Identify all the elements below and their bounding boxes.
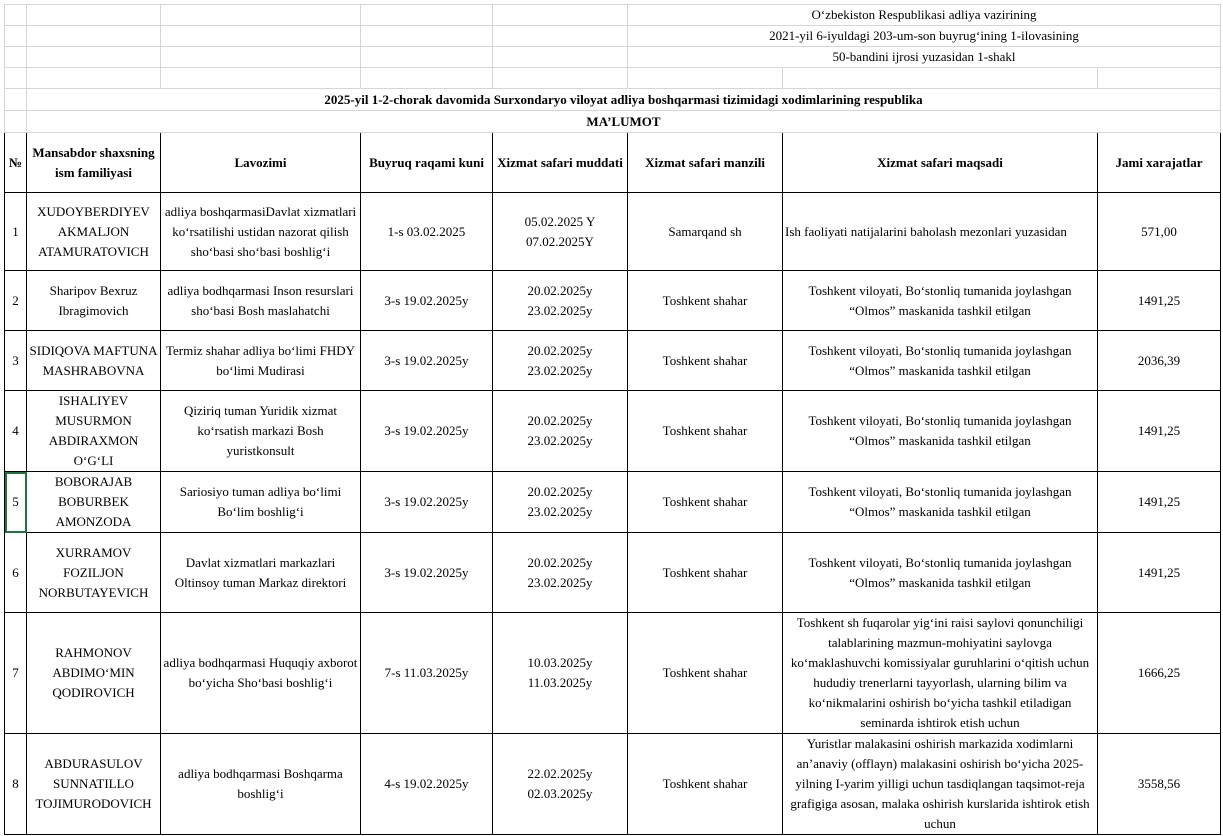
header-duration[interactable]: Xizmat safari muddati [493,133,628,193]
row-purpose[interactable]: Toshkent viloyati, Bo‘stonliq tumanida joylashgan “Olmos” maskanida tashkil etilgan [783,533,1098,613]
cell[interactable] [161,47,361,68]
row-duration[interactable]: 20.02.2025y 23.02.2025y [493,533,628,613]
report-table [4,4,1221,835]
cell[interactable] [5,26,27,47]
row-number[interactable]: 2 [5,271,27,331]
header-purpose[interactable]: Xizmat safari maqsadi [783,133,1098,193]
table-row [5,271,1221,331]
header-name[interactable]: Mansabdor shaxsning ism familiyasi [27,133,161,193]
row-total[interactable]: 571,00 [1098,193,1221,271]
table-row [5,193,1221,271]
row-name[interactable]: ISHALIYEV MUSURMON ABDIRAXMON O‘G‘LI [27,391,161,472]
row-place[interactable]: Toshkent shahar [628,271,783,331]
table-row [5,533,1221,613]
header-position[interactable]: Lavozimi [161,133,361,193]
row-name[interactable]: BOBORAJAB BOBURBEK AMONZODA [27,472,161,533]
row-place[interactable]: Toshkent shahar [628,472,783,533]
cell[interactable] [493,68,628,89]
cell[interactable] [27,26,161,47]
row-order[interactable]: 4-s 19.02.2025y [361,734,493,835]
row-total[interactable]: 1491,25 [1098,533,1221,613]
table-row [5,391,1221,472]
row-order[interactable]: 3-s 19.02.2025y [361,331,493,391]
row-duration[interactable]: 10.03.2025y 11.03.2025y [493,613,628,734]
row-total[interactable]: 1491,25 [1098,391,1221,472]
cell[interactable] [27,68,161,89]
header-order[interactable]: Buyruq raqami kuni [361,133,493,193]
table-row [5,472,1221,533]
cell[interactable] [27,5,161,26]
row-order[interactable]: 7-s 11.03.2025y [361,613,493,734]
row-number[interactable]: 4 [5,391,27,472]
row-purpose[interactable]: Toshkent viloyati, Bo‘stonliq tumanida joylashgan “Olmos” maskanida tashkil etilgan [783,271,1098,331]
row-name[interactable]: Sharipov Bexruz Ibragimovich [27,271,161,331]
row-total[interactable]: 1491,25 [1098,472,1221,533]
cell[interactable] [161,68,361,89]
cell[interactable] [783,68,1098,89]
cell[interactable] [493,5,628,26]
cell[interactable] [628,68,783,89]
cell[interactable] [1098,68,1221,89]
order-note-line3[interactable]: 50-bandini ijrosi yuzasidan 1-shakl [628,47,1221,68]
cell[interactable] [5,5,27,26]
row-position[interactable]: adliya bodhqarmasi Boshqarma boshlig‘i [161,734,361,835]
row-name[interactable]: XURRAMOV FOZILJON NORBUTAYEVICH [27,533,161,613]
cell[interactable] [5,68,27,89]
row-order[interactable]: 3-s 19.02.2025y [361,271,493,331]
row-purpose[interactable]: Toshkent viloyati, Bo‘stonliq tumanida joylashgan “Olmos” maskanida tashkil etilgan [783,472,1098,533]
row-duration[interactable]: 05.02.2025 Y 07.02.2025Y [493,193,628,271]
row-number[interactable]: 7 [5,613,27,734]
cell[interactable] [161,5,361,26]
header-total[interactable]: Jami xarajatlar [1098,133,1221,193]
report-subtitle[interactable]: MA’LUMOT [27,111,1221,133]
row-number[interactable]: 1 [5,193,27,271]
row-order[interactable]: 3-s 19.02.2025y [361,472,493,533]
cell[interactable] [5,47,27,68]
row-place[interactable]: Toshkent shahar [628,613,783,734]
row-order[interactable]: 3-s 19.02.2025y [361,533,493,613]
table-row [5,734,1221,835]
row-total[interactable]: 1491,25 [1098,271,1221,331]
row-duration[interactable]: 20.02.2025y 23.02.2025y [493,331,628,391]
table-row [5,331,1221,391]
row-number[interactable]: 6 [5,533,27,613]
row-position[interactable]: Termiz shahar adliya bo‘limi FHDY bo‘limi Mudirasi [161,331,361,391]
row-total[interactable]: 3558,56 [1098,734,1221,835]
row-order[interactable]: 3-s 19.02.2025y [361,391,493,472]
order-note-line2[interactable]: 2021-yil 6-iyuldagi 203-um-son buyrug‘ining 1-ilovasining [628,26,1221,47]
row-duration[interactable]: 20.02.2025y 23.02.2025y [493,391,628,472]
table-row [5,613,1221,734]
row-duration[interactable]: 20.02.2025y 23.02.2025y [493,472,628,533]
row-number[interactable]: 8 [5,734,27,835]
header-num[interactable]: № [5,133,27,193]
row-position[interactable]: adliya bodhqarmasi Huquqiy axborot bo‘yicha Sho‘basi boshlig‘i [161,613,361,734]
row-duration[interactable]: 22.02.2025y 02.03.2025y [493,734,628,835]
cell[interactable] [361,26,493,47]
row-number[interactable]: 3 [5,331,27,391]
cell[interactable] [361,47,493,68]
row-name[interactable]: RAHMONOV ABDIMO‘MIN QODIROVICH [27,613,161,734]
row-position[interactable]: Davlat xizmatlari markazlari Oltinsoy tuman Markaz direktori [161,533,361,613]
row-purpose[interactable]: Yuristlar malakasini oshirish markazida xodimlarni an’anaviy (offlayn) malakasini oshirish bo‘yicha 2025-yilning I-yarim yilligi uchun tasdiqlangan taqsimot-reja grafigiga asosan, malaka oshirish kurslarida ishtirok etish uchun [783,734,1098,835]
row-purpose[interactable]: Ish faoliyati natijalarini baholash mezonlari yuzasidan [783,193,1098,271]
row-position[interactable]: Qiziriq tuman Yuridik xizmat ko‘rsatish markazi Bosh yuristkonsult [161,391,361,472]
cell[interactable] [361,68,493,89]
row-total[interactable]: 1666,25 [1098,613,1221,734]
cell[interactable] [5,111,27,133]
order-note-line1[interactable]: O‘zbekiston Respublikasi adliya vazirining [628,5,1221,26]
row-name[interactable]: SIDIQOVA MAFTUNA MASHRABOVNA [27,331,161,391]
row-order[interactable]: 1-s 03.02.2025 [361,193,493,271]
header-place[interactable]: Xizmat safari manzili [628,133,783,193]
row-purpose[interactable]: Toshkent viloyati, Bo‘stonliq tumanida joylashgan “Olmos” maskanida tashkil etilgan [783,331,1098,391]
row-total[interactable]: 2036,39 [1098,331,1221,391]
row-place[interactable]: Toshkent shahar [628,391,783,472]
row-number[interactable]: 5 [5,472,27,533]
report-title[interactable]: 2025-yil 1-2-chorak davomida Surxondaryo viloyat adliya boshqarmasi tizimidagi xodimlarining respublika [27,89,1221,111]
row-name[interactable]: XUDOYBERDIYEV AKMALJON ATAMURATOVICH [27,193,161,271]
row-position[interactable]: adliya bodhqarmasi Inson resurslari sho‘basi Bosh maslahatchi [161,271,361,331]
cell[interactable] [161,26,361,47]
cell[interactable] [5,89,27,111]
row-name[interactable]: ABDURASULOV SUNNATILLO TOJIMURODOVICH [27,734,161,835]
row-place[interactable]: Toshkent shahar [628,734,783,835]
cell[interactable] [493,26,628,47]
row-position[interactable]: Sariosiyo tuman adliya bo‘limi Bo‘lim boshlig‘i [161,472,361,533]
row-place[interactable]: Samarqand sh [628,193,783,271]
row-duration[interactable]: 20.02.2025y 23.02.2025y [493,271,628,331]
row-purpose[interactable]: Toshkent viloyati, Bo‘stonliq tumanida joylashgan “Olmos” maskanida tashkil etilgan [783,391,1098,472]
cell[interactable] [361,5,493,26]
cell[interactable] [27,47,161,68]
row-purpose[interactable]: Toshkent sh fuqarolar yig‘ini raisi saylovi qonunchiligi talablarining mazmun-mohiyatini saylovga ko‘maklashuvchi komissiyalar guruhlarini o‘qitish uchun hududiy trenerlarni tayyorlash, ularning bilim va ko‘nikmalarini oshirish bo‘yicha tashkil etiladigan seminarda ishtirok etish uchun [783,613,1098,734]
row-place[interactable]: Toshkent shahar [628,331,783,391]
row-place[interactable]: Toshkent shahar [628,533,783,613]
cell[interactable] [493,47,628,68]
row-position[interactable]: adliya boshqarmasiDavlat xizmatlari ko‘rsatilishi ustidan nazorat qilish sho‘basi sho‘basi boshlig‘i [161,193,361,271]
